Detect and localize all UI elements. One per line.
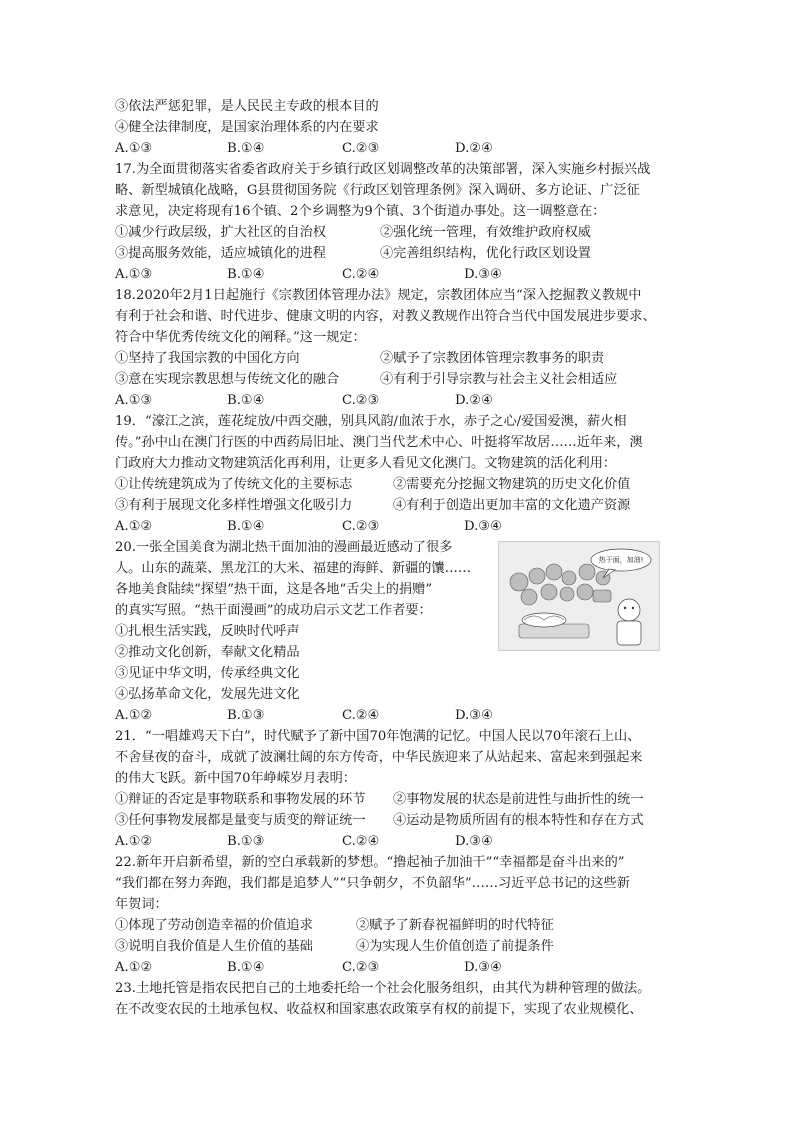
q16-option-c[interactable]: C.②③: [342, 141, 380, 156]
q18-statements-row: [115, 369, 685, 390]
q22-statement-3: ③说明自我价值是人生价值的基础: [115, 939, 313, 954]
q21-option-c[interactable]: C.②④: [342, 834, 380, 849]
q23-stem-line: 在不改变农民的土地承包权、收益权和国家惠农政策享有权的前提下，实现了农业规模化、: [115, 1002, 643, 1017]
q20-option-b[interactable]: B.①③: [227, 708, 265, 723]
q21-statements-row: [115, 810, 685, 831]
q21-stem-line: 不舍昼夜的奋斗，成就了波澜壮阔的东方传奇，中华民族迎来了从站起来、富起来到强起来: [115, 750, 643, 765]
q22-statements-row: [115, 936, 685, 957]
q19-statements-row: [115, 474, 685, 495]
q22-statement-4: ④为实现人生价值创造了前提条件: [356, 939, 554, 954]
q20-block: [115, 537, 685, 726]
q17-statement-3: ③提高服务效能，适应城镇化的进程: [115, 246, 326, 261]
q22-stem-line: “我们都在努力奔跑，我们都是追梦人”“只争朝夕，不负韶华”……习近平总书记的这些新: [115, 876, 630, 891]
q21-option-a[interactable]: A.①②: [115, 834, 153, 849]
q16-options: [115, 138, 685, 159]
q18-option-d[interactable]: D.②④: [455, 393, 493, 408]
q18-options: [115, 390, 685, 411]
q20-stem-line: 的真实写照。“热干面漫画”的成功启示文艺工作者要：: [115, 603, 432, 618]
q16-option-b[interactable]: B.①④: [227, 141, 265, 156]
q20-option-d[interactable]: D.③④: [455, 708, 493, 723]
q17-options: [115, 264, 685, 285]
q18-statement-3: ③意在实现宗教思想与传统文化的融合: [115, 372, 340, 387]
q22-statement-2: ②赋予了新春祝福鲜明的时代特征: [356, 918, 554, 933]
q22-stem-line: 年贺词：: [115, 897, 168, 912]
q16-option-a[interactable]: A.①③: [115, 141, 153, 156]
q18-stem-line: 符合中华优秀传统文化的阐释。”这一规定：: [115, 330, 366, 345]
q19-statement-4: ④有利于创造出更加丰富的文化遗产资源: [393, 498, 631, 513]
q22-options: [115, 957, 685, 978]
q21-options: [115, 831, 685, 852]
q20-option-c[interactable]: C.②④: [342, 708, 380, 723]
q17-statement-4: ④完善组织结构，优化行政区划设置: [380, 246, 591, 261]
q20-statement-4: ④弘扬革命文化，发展先进文化: [115, 687, 300, 702]
q18-statements-row: [115, 348, 685, 369]
q17-statements-row: [115, 222, 685, 243]
q19-options: [115, 516, 685, 537]
q19-statement-3: ③有利于展现文化多样性增强文化吸引力: [115, 498, 353, 513]
q19-statements-row: [115, 495, 685, 516]
q22-statement-1: ①体现了劳动创造幸福的价值追求: [115, 918, 313, 933]
q19-stem-line: 19．“濠江之滨，莲花绽放/中西交融，别具风韵/血浓于水，赤子之心/爱国爱澳，薪火相: [115, 414, 627, 429]
q16-option-d[interactable]: D.②④: [455, 141, 493, 156]
q21-statement-2: ②事物发展的状态是前进性与曲折性的统一: [393, 792, 644, 807]
q19-statement-2: ②需要充分挖掘文物建筑的历史文化价值: [393, 477, 631, 492]
q17-stem-line: 17.为全面贯彻落实省委省政府关于乡镇行政区划调整改革的决策部署，深入实施乡村振兴战: [115, 162, 651, 177]
q18-option-c[interactable]: C.②③: [342, 393, 380, 408]
q21-statements-row: [115, 789, 685, 810]
q16-statement-4: ④健全法律制度，是国家治理体系的内在要求: [115, 120, 379, 135]
q20-stem-line: 各地美食陆续“探望”热干面，这是各地“舌尖上的捐赠”: [115, 582, 433, 597]
q22-statements-row: [115, 915, 685, 936]
q22-stem-line: 22.新年开启新希望，新的空白承载新的梦想。“撸起袖子加油干”“幸福都是奋斗出来的”: [115, 855, 625, 870]
q18-statement-1: ①坚持了我国宗教的中国化方向: [115, 351, 300, 366]
q17-statements-row: [115, 243, 685, 264]
q22-option-c[interactable]: C.②③: [342, 960, 380, 975]
hot-dry-noodles-cartoon: [498, 541, 660, 651]
q23-stem-line: 23.土地托管是指农民把自己的土地委托给一个社会化服务组织，由其代为耕种管理的做法。: [115, 981, 651, 996]
cartoon-illustration: [499, 542, 659, 650]
q19-statement-1: ①让传统建筑成为了传统文化的主要标志: [115, 477, 353, 492]
q21-statement-1: ①辩证的否定是事物联系和事物发展的环节: [115, 792, 366, 807]
q17-option-c[interactable]: C.②④: [342, 267, 380, 282]
q17-statement-2: ②强化统一管理，有效维护政府权威: [380, 225, 591, 240]
q21-option-d[interactable]: D.③④: [455, 834, 493, 849]
q17-option-b[interactable]: B.①④: [227, 267, 265, 282]
q21-stem-line: 的伟大飞跃。新中国70年峥嵘岁月表明：: [115, 771, 356, 786]
q17-stem-line: 求意见，决定将现有16个镇、2个乡调整为9个镇、3个街道办事处。这一调整意在：: [115, 204, 606, 219]
q19-stem-line: 传。”孙中山在澳门行医的中西药局旧址、澳门当代艺术中心、叶挺将军故居……近年来，澳: [115, 435, 643, 450]
cartoon-caption: 热干面，加油!: [598, 556, 644, 564]
q21-statement-4: ④运动是物质所固有的根本特性和存在方式: [393, 813, 644, 828]
q21-option-b[interactable]: B.①③: [227, 834, 265, 849]
q18-stem-line: 有利于社会和谐、时代进步、健康文明的内容，对教义教规作出符合当代中国发展进步要求、: [115, 309, 656, 324]
q20-statement-2: ②推动文化创新，奉献文化精品: [115, 645, 300, 660]
q16-statement-3: ③依法严惩犯罪，是人民民主专政的根本目的: [115, 99, 379, 114]
q19-stem-line: 门政府大力推动文物建筑活化再利用，让更多人看见文化澳门。文物建筑的活化利用：: [115, 456, 617, 471]
q18-statement-2: ②赋予了宗教团体管理宗教事务的职责: [380, 351, 605, 366]
q19-option-b[interactable]: B.①④: [227, 519, 265, 534]
q22-option-a[interactable]: A.①②: [115, 960, 153, 975]
q20-statement-3: ③见证中华文明，传承经典文化: [115, 666, 300, 681]
q19-option-a[interactable]: A.①②: [115, 519, 153, 534]
q17-statement-1: ①减少行政层级，扩大社区的自治权: [115, 225, 326, 240]
q17-stem-line: 略、新型城镇化战略，G县贯彻国务院《行政区划管理条例》深入调研、多方论证、广泛征: [115, 183, 640, 198]
q21-statement-3: ③任何事物发展都是量变与质变的辩证统一: [115, 813, 366, 828]
q20-statement-1: ①扎根生活实践，反映时代呼声: [115, 624, 300, 639]
q18-stem-line: 18.2020年2月1日起施行《宗教团体管理办法》规定，宗教团体应当“深入挖掘教义教规中: [115, 288, 642, 303]
q18-option-b[interactable]: B.①④: [227, 393, 265, 408]
q21-stem-line: 21．“一唱雄鸡天下白”，时代赋予了新中国70年饱满的记忆。中国人民以70年滚石上山、: [115, 729, 641, 744]
exam-page: [115, 96, 685, 1020]
q20-stem-line: 20.一张全国美食为湖北热干面加油的漫画最近感动了很多: [115, 540, 453, 555]
q17-option-d[interactable]: D.③④: [464, 267, 502, 282]
q20-stem-line: 人。山东的蔬菜、黑龙江的大米、福建的海鲜、新疆的馕……: [115, 561, 472, 576]
q22-option-d[interactable]: D.③④: [464, 960, 502, 975]
q20-options: [115, 705, 685, 726]
q19-option-c[interactable]: C.②③: [342, 519, 380, 534]
q18-option-a[interactable]: A.①③: [115, 393, 153, 408]
q17-option-a[interactable]: A.①③: [115, 267, 153, 282]
q18-statement-4: ④有利于引导宗教与社会主义社会相适应: [380, 372, 618, 387]
q22-option-b[interactable]: B.①④: [227, 960, 265, 975]
q19-option-d[interactable]: D.③④: [464, 519, 502, 534]
q20-option-a[interactable]: A.①②: [115, 708, 153, 723]
